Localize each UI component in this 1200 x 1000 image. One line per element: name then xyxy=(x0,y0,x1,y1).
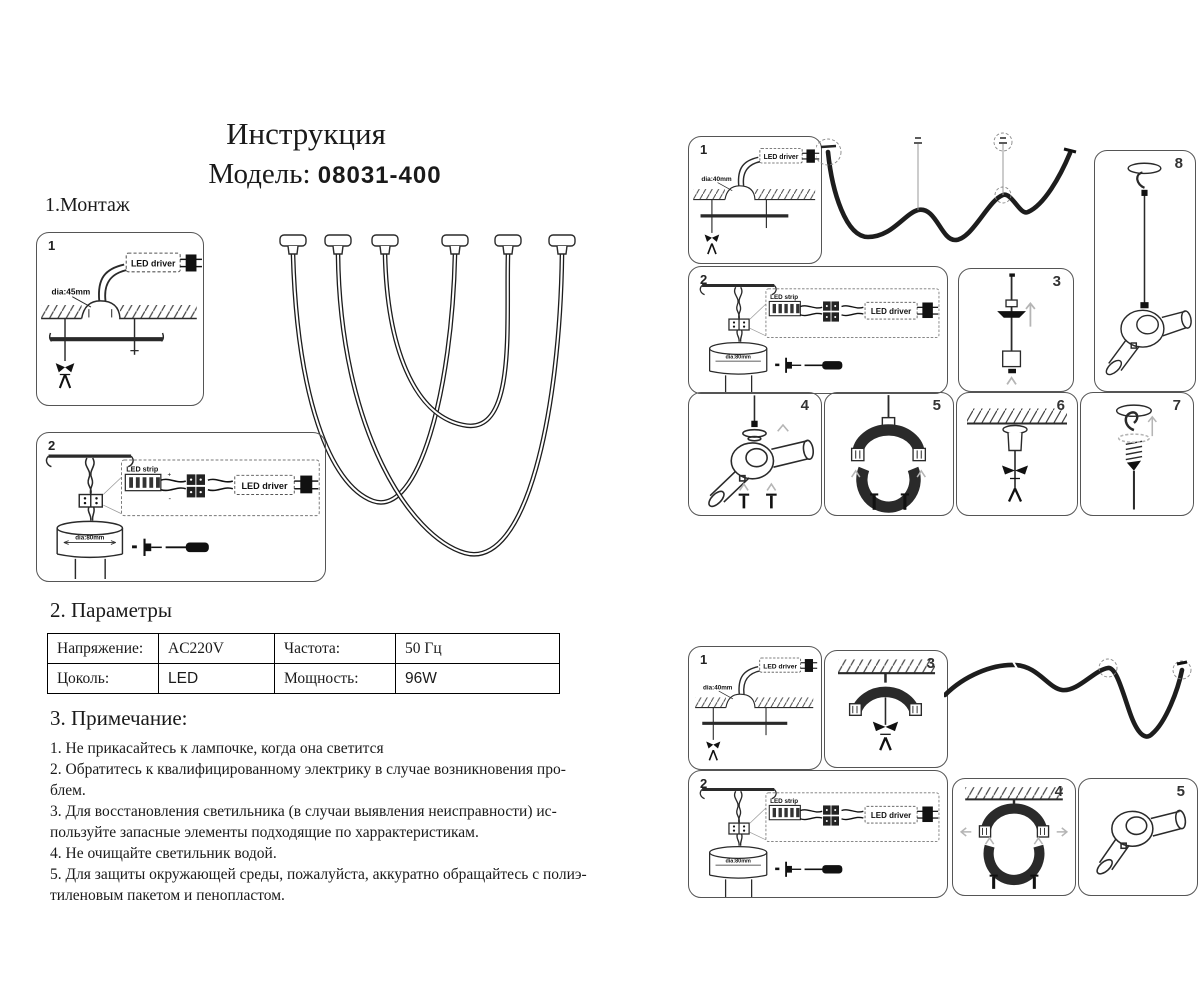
step-number: 3 xyxy=(926,655,935,672)
step-panel-tr-5 xyxy=(824,392,954,516)
screw-and-screwdriver-icon xyxy=(775,862,842,877)
note-line: 1. Не прикасайтесь к лампочке, когда она светится xyxy=(50,740,384,757)
step-panel-tr-8 xyxy=(1094,150,1196,392)
led-driver-label: LED driver xyxy=(870,811,912,821)
led-driver-label: LED driver xyxy=(763,663,798,671)
note-line: пользуйте запасные элементы подходящие по харрактеристикам. xyxy=(50,824,479,841)
plus-mark: + xyxy=(167,471,172,479)
step-number: 4 xyxy=(800,397,809,414)
step-panel-br-2 xyxy=(688,770,948,898)
param-label-frequency: Частота: xyxy=(275,634,396,664)
dia-label: dia:80mm xyxy=(725,858,751,865)
dia-label: dia:45mm xyxy=(51,286,91,297)
step-number: 2 xyxy=(700,272,708,287)
screw-and-screwdriver-icon xyxy=(775,358,842,373)
step-number: 3 xyxy=(1052,273,1061,290)
step-number: 5 xyxy=(932,397,941,414)
ceiling-mount-diagram xyxy=(689,647,821,769)
note-line: блем. xyxy=(50,782,86,799)
step-number: 1 xyxy=(700,652,708,667)
param-label-socket: Цоколь: xyxy=(48,664,159,694)
terminal-block-icon xyxy=(823,301,839,321)
terminal-block-icon xyxy=(187,474,205,497)
minus-mark: - xyxy=(168,494,172,504)
step-panel-tr-6 xyxy=(956,392,1078,516)
param-value-socket: LED xyxy=(159,664,275,694)
step-number: 5 xyxy=(1176,783,1185,800)
step-panel-tr-2 xyxy=(688,266,948,394)
model-label: Модель: xyxy=(208,158,311,190)
step-panel-br-5 xyxy=(1078,778,1198,896)
step-number: 7 xyxy=(1172,397,1181,414)
step-number: 4 xyxy=(1054,783,1063,800)
dia-label: dia:40mm xyxy=(701,175,732,183)
param-label-power: Мощность: xyxy=(275,664,396,694)
note-line: 4. Не очищайте светильник водой. xyxy=(50,845,277,862)
step-panel-br-1 xyxy=(688,646,822,770)
led-strip-label: LED strip xyxy=(126,464,159,474)
notes-list xyxy=(50,738,615,906)
step-panel-tr-4 xyxy=(688,392,822,516)
step-panel-br-3 xyxy=(824,650,948,768)
param-value-voltage: AC220V xyxy=(159,634,275,664)
ceiling-mount-diagram xyxy=(689,137,821,263)
note-line: 5. Для защиты окружающей среды, пожалуйста, аккуратно обращайтесь с полиэ- xyxy=(50,866,587,883)
step-panel-tr-3 xyxy=(958,268,1074,392)
ceiling-canopies xyxy=(280,235,575,254)
note-line: 3. Для восстановления светильника (в случаи выявления неисправности) ис- xyxy=(50,803,557,820)
wiring-diagram xyxy=(37,433,325,581)
step-number: 1 xyxy=(700,142,708,157)
step-number: 1 xyxy=(48,238,56,253)
param-label-voltage: Напряжение: xyxy=(48,634,159,664)
table-row xyxy=(48,664,560,694)
section-montage: 1.Монтаж xyxy=(45,194,130,216)
step-number: 8 xyxy=(1174,155,1183,172)
step-panel-tr-1 xyxy=(688,136,822,264)
terminal-block-icon xyxy=(823,805,839,825)
step-panel-br-4 xyxy=(952,778,1076,896)
params-table xyxy=(47,633,560,694)
page-title: Инструкция xyxy=(226,116,386,151)
led-driver-label: LED driver xyxy=(241,480,288,491)
section-notes: 3. Примечание: xyxy=(50,706,188,730)
led-driver-label: LED driver xyxy=(763,153,799,161)
dia-label: dia:80mm xyxy=(75,534,105,542)
dia-label: dia:80mm xyxy=(725,354,751,361)
led-strip-label: LED strip xyxy=(770,293,799,301)
step-panel-tr-7 xyxy=(1080,392,1194,516)
wave-pendant-drawing xyxy=(944,638,1196,770)
dia-label: dia:40mm xyxy=(703,684,733,692)
param-value-frequency: 50 Гц xyxy=(396,634,560,664)
step-number: 6 xyxy=(1056,397,1065,414)
step-number: 2 xyxy=(700,776,708,791)
note-line: тиленовым пакетом и пенопластом. xyxy=(50,887,285,904)
pendant-hang-diagram xyxy=(1095,151,1195,391)
led-driver-label: LED driver xyxy=(870,307,912,317)
led-driver-label: LED driver xyxy=(130,258,176,269)
led-strip-label: LED strip xyxy=(770,797,799,805)
wave-pendant-drawing xyxy=(816,132,1092,272)
screw-and-screwdriver-icon xyxy=(132,539,209,556)
note-line: 2. Обратитесь к квалифицированному электрику в случае возникновения про- xyxy=(50,761,566,778)
table-row xyxy=(48,634,560,664)
model-number: 08031-400 xyxy=(317,162,442,189)
model-line xyxy=(160,158,490,191)
param-value-power: 96W xyxy=(396,664,560,694)
wiring-diagram xyxy=(689,771,947,897)
wiring-diagram xyxy=(689,267,947,393)
ceiling-mount-diagram xyxy=(37,233,203,405)
step-number: 2 xyxy=(48,438,56,453)
step-panel-left-2 xyxy=(36,432,326,582)
section-params: 2. Параметры xyxy=(50,598,172,622)
step-panel-left-1 xyxy=(36,232,204,406)
